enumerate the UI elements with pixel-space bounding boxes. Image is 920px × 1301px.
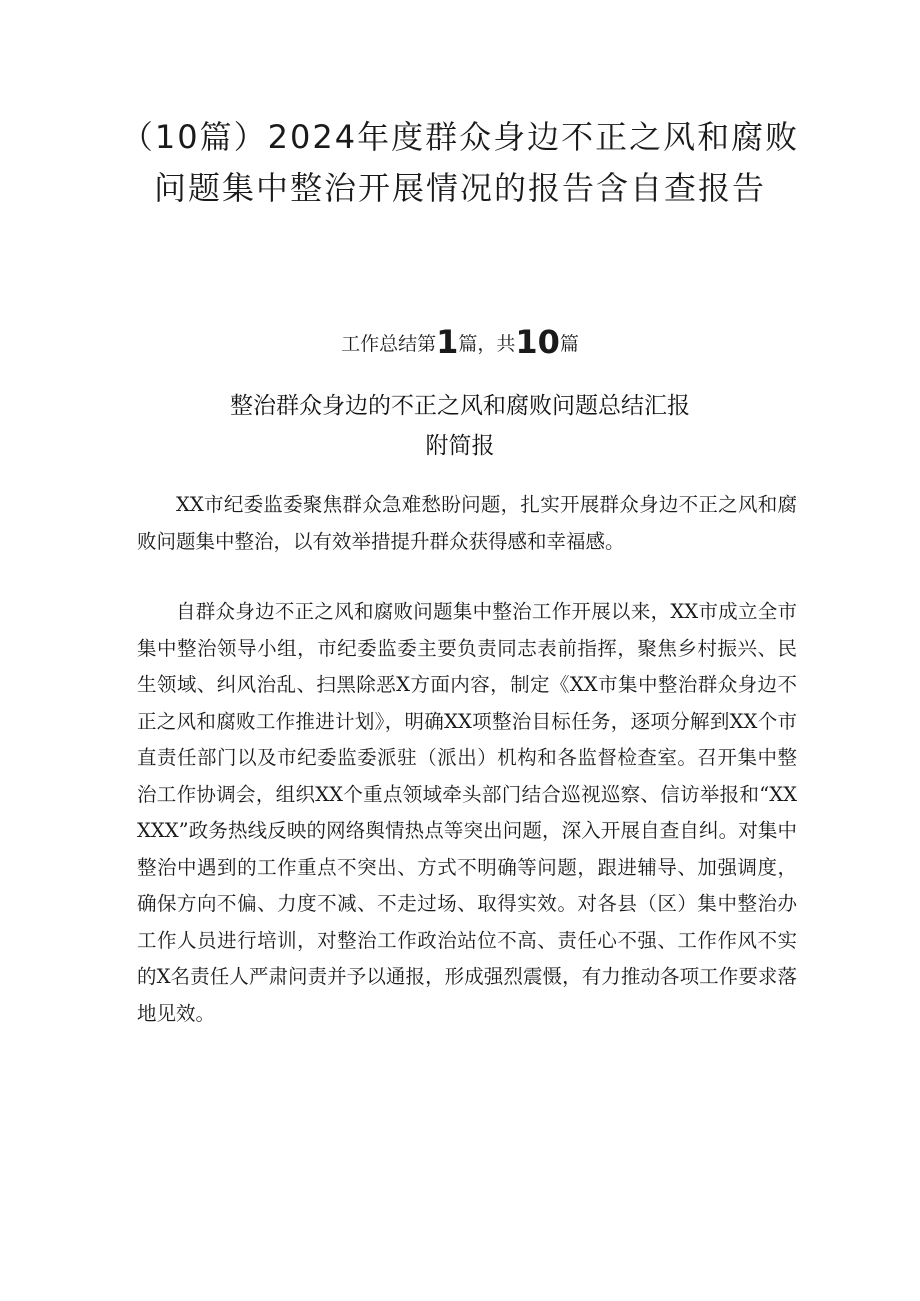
counter-total: 10 <box>515 323 560 361</box>
counter-suffix: 篇 <box>559 333 579 355</box>
article-counter <box>120 322 800 364</box>
document-title: （10篇）2024年度群众身边不正之风和腐败问题集中整治开展情况的报告含自查报告 <box>120 118 800 207</box>
paragraph-body: 自群众身边不正之风和腐败问题集中整治工作开展以来，XX市成立全市集中整治领导小组，市纪委监委主要负责同志表前指挥，聚焦乡村振兴、民生领域、纠风治乱、扫黑除恶X方面内容，制定《XX市集中整治群众身边不正之风和腐败工作推进计划》，明确XX项整治目标任务，逐项分解到XX个市直责任部门以及市纪委监委派驻（派出）机构和各监督检查室。召开集中整治工作协调会，组织XX个重点领域牵头部门结合巡视巡察、信访举报和“XXXXX”政务热线反映的网络舆情热点等突出问题，深入开展自查自纠。对集中整治中遇到的工作重点不突出、方式不明确等问题，跟进辅导、加强调度，确保方向不偏、力度不减、不走过场、取得实效。对各县（区）集中整治办工作人员进行培训，对整治工作政治站位不高、责任心不强、工作作风不实的X名责任人严肃问责并予以通报，形成强烈震慑，有力推动各项工作要求落地见效。 <box>137 600 797 1025</box>
section-title-line1: 整治群众身边的不正之风和腐败问题总结汇报 <box>230 393 690 419</box>
paragraph-intro: XX市纪委监委聚焦群众急难愁盼问题，扎实开展群众身边不正之风和腐败问题集中整治，以有效举措提升群众获得感和幸福感。 <box>137 493 797 553</box>
counter-prefix: 工作总结第 <box>341 333 437 355</box>
counter-middle: 篇，共 <box>458 333 516 355</box>
section-title <box>180 386 740 466</box>
section-title-line2: 附简报 <box>425 433 495 459</box>
counter-current: 1 <box>436 323 459 361</box>
